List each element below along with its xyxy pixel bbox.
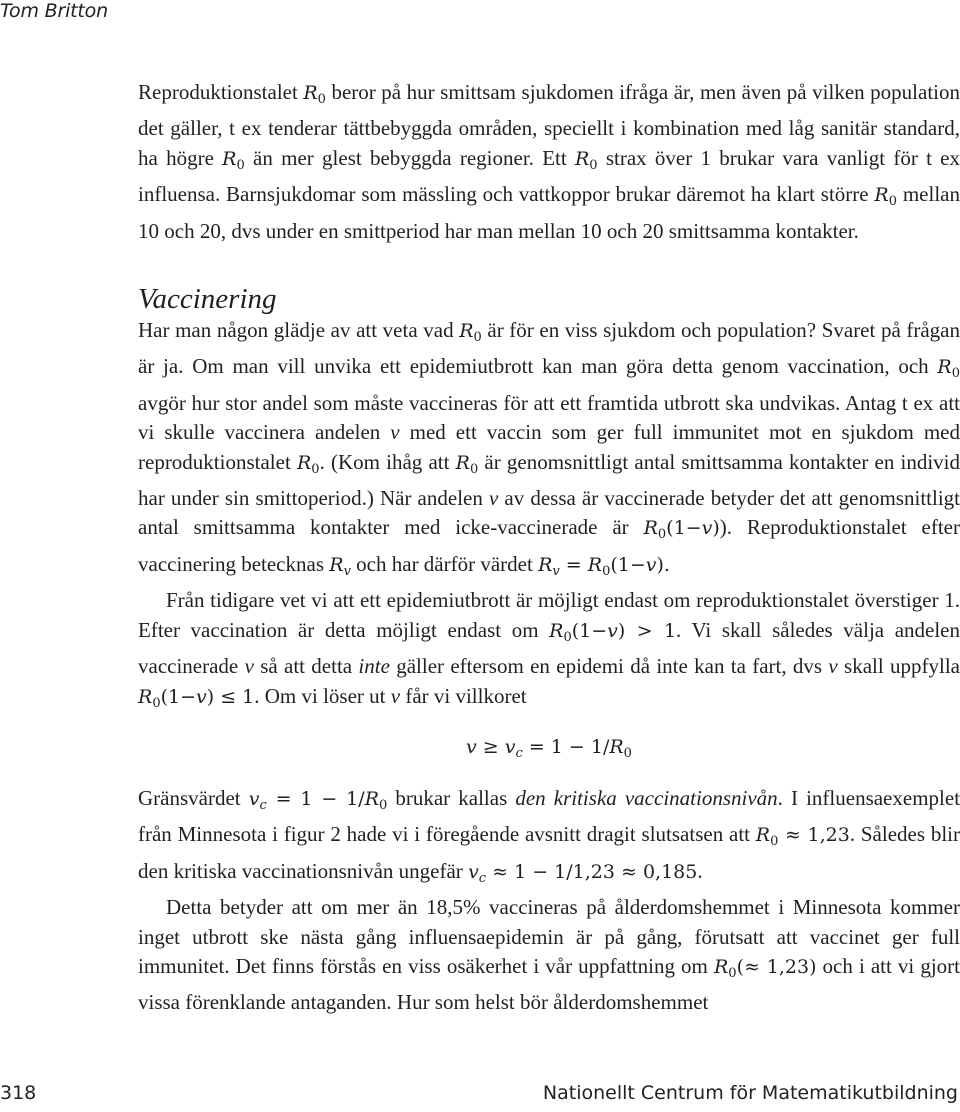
- math-R0: $R_0$: [222, 147, 245, 173]
- math-R0: $R_0$: [574, 147, 598, 173]
- display-equation-critical-level: $v \ge v_c = 1 - 1/R_0$: [466, 735, 632, 761]
- paragraph-reproduction-number: Reproduktionstalet $R_0$ beror på hur smittsam sjukdomen ifråga är, men även på vilken population det gäller, t ex tenderar tättbebyggda områden, speciellt i kombination med låg sanitär standard, ha högre $R_0$ än mer glest bebyggda regioner. Ett $R_0$ strax över 1 brukar vara vanligt för t ex influensa. Barnsjukdomar som mässling och vattkoppor brukar däremot ha klart större $R_0$ mellan 10 och 20, dvs under en smittperiod har man mellan 10 och 20 smittsamma kontakter.: [138, 80, 960, 243]
- math-R0: $R_0$: [303, 82, 326, 107]
- paragraph-conclusion: Detta betyder att om mer än 18,5% vaccineras på ålderdomshemmet i Minnesota kommer inget utbrott ske nästa gång influensaepidemin är på gång, förutsatt att vaccinet ger full immunitet. Det finns förstås en viss osäkerhet i vår uppfattning om $R_0(\approx 1,23)$ och i att vi gjort vissa förenklande antaganden. Hur som helst bör ålderdomshemmet: [138, 895, 960, 1015]
- paragraph-vaccination: Har man någon glädje av att veta vad $R_0$ är för en viss sjukdom och population? Svaret på frågan är ja. Om man vill unvika ett epidemiutbrott kan man göra detta genom vaccination, och $R_0$ avgör hur stor andel som måste vaccineras för att ett framtida utbrott ska undvikas. Antag t ex att vi skulle vaccinera andelen ν med ett vaccin som ger full immunitet mot en sjukdom med reproduktionstalet $R_0$. (Kom ihåg att $R_0$ är genomsnittligt antal smittsamma kontakter en individ har under sin smittoperiod.) När andelen ν av dessa är vaccinerade betyder det att genomsnittligt antal smittsamma kontakter med icke-vaccinerade är $R_0(1-v)$). Reproduktionstalet efter vaccinering betecknas $R_v$ och har därför värdet $R_v = R_0(1-v)$.: [138, 318, 960, 579]
- paragraph-threshold: Från tidigare vet vi att ett epidemiutbrott är möjligt endast om reproduktionstalet överstiger 1. Efter vaccination är detta möjligt endast om $R_0(1-v) > 1$. Vi skall således välja andelen vaccinerade ν så att detta inte gäller eftersom en epidemi då inte kan ta fart, dvs ν skall uppfylla $R_0(1-v) \le 1$. Om vi löser ut ν får vi villkoret: [138, 588, 960, 711]
- page-number: 318: [0, 1082, 37, 1104]
- running-header-author: Tom Britton: [0, 0, 108, 22]
- paragraph-critical-vaccination-level: Gränsvärdet $v_c = 1 - 1/R_0$ brukar kallas den kritiska vaccinationsnivån. I influensaexemplet från Minnesota i figur 2 hade vi i föregående avsnitt dragit slutsatsen att $R_0 \approx 1,23$. Således blir den kritiska vaccinationsnivån ungefär $v_c \approx 1 - 1/1,23 \approx 0,185$.: [138, 785, 960, 886]
- math-R0: $R_0$: [874, 184, 898, 210]
- section-heading: Vaccinering: [138, 283, 277, 316]
- running-footer-publisher: Nationellt Centrum för Matematikutbildning: [542, 1082, 958, 1104]
- body-text: [138, 78, 960, 1018]
